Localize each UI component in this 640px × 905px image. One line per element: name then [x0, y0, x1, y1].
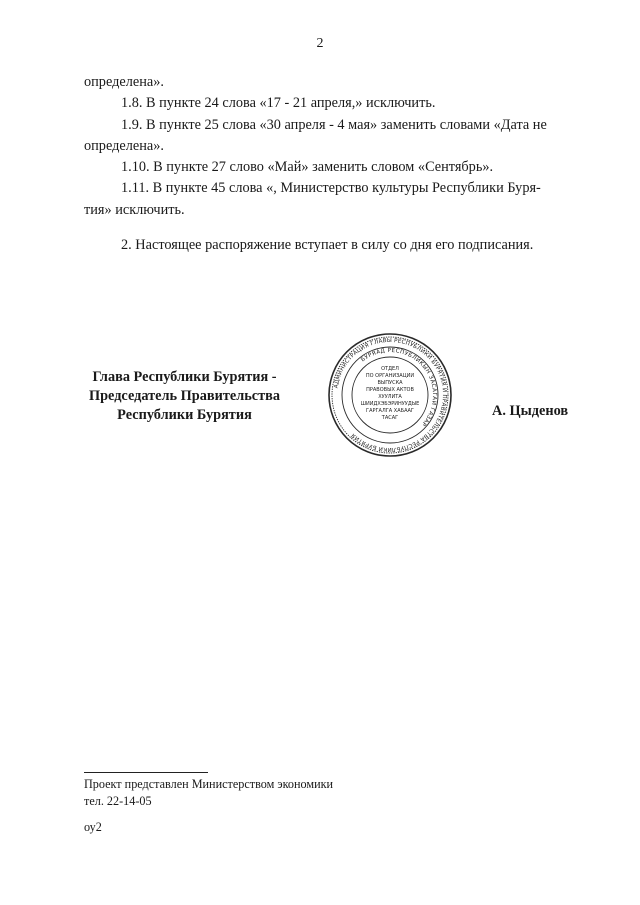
paragraph-line: 2. Настоящее распоряжение вступает в силу со дня его подписания.	[121, 237, 534, 254]
document-code: оу2	[84, 820, 102, 834]
seal-center-line: ПО ОРГАНИЗАЦИИ	[365, 373, 415, 379]
signatory-title-line: Республики Бурятия	[117, 407, 252, 423]
paragraph-line: 1.9. В пункте 25 слова «30 апреля - 4 мая» заменить словами «Дата не	[121, 116, 547, 133]
seal-center-line: ВЫПУСКА	[377, 380, 403, 386]
paragraph-line: 1.10. В пункте 27 слово «Май» заменить словом «Сентябрь».	[121, 159, 494, 176]
seal-center-line: ХУУЛИТА	[378, 394, 402, 400]
footnote-separator	[84, 772, 208, 773]
seal-center-line: ТАСАГ	[381, 415, 399, 421]
official-seal	[326, 332, 454, 458]
footnote-line: тел. 22-14-05	[84, 794, 152, 808]
paragraph-line: определена».	[84, 74, 164, 90]
paragraph-line: определена».	[84, 137, 164, 154]
footnote-line: Проект представлен Министерством экономики	[84, 777, 334, 791]
signatory-title-line: Председатель Правительства	[88, 388, 281, 404]
footnote	[84, 776, 333, 810]
paragraph-line: 1.8. В пункте 24 слова «17 - 21 апреля,» исключить.	[121, 95, 436, 112]
paragraph-line: 1.11. В пункте 45 слова «, Министерство культуры Республики Буря-	[121, 180, 541, 197]
seal-inner-text: БУРЯАД РЕСПУБЛИКЫН ЗАСАГАЙ ГАЗАР	[360, 347, 438, 428]
page-number: 2	[316, 36, 324, 51]
signatory-title	[82, 368, 287, 425]
signatory-name: А. Цыденов	[492, 403, 569, 419]
seal-center-line: ПРАВОВЫХ АКТОВ	[366, 387, 414, 393]
seal-center-line: ШИИДХЭБЭРИНУУДЫЕ	[360, 401, 420, 407]
paragraph-line: тия» исключить.	[84, 201, 185, 218]
seal-center-line: ГАРГАЛГА ХАБААГ	[366, 408, 414, 414]
seal-outer-text: АДМИНИСТРАЦИЯ ГЛАВЫ РЕСПУБЛИКИ БУРЯТИЯ И ПРАВИТЕЛЬСТВА РЕСПУБЛИКИ БУРЯТИЯ	[333, 337, 448, 453]
document-body	[84, 72, 558, 256]
signatory-title-line: Глава Республики Бурятия -	[92, 369, 277, 385]
seal-center-line: ОТДЕЛ	[381, 366, 399, 372]
